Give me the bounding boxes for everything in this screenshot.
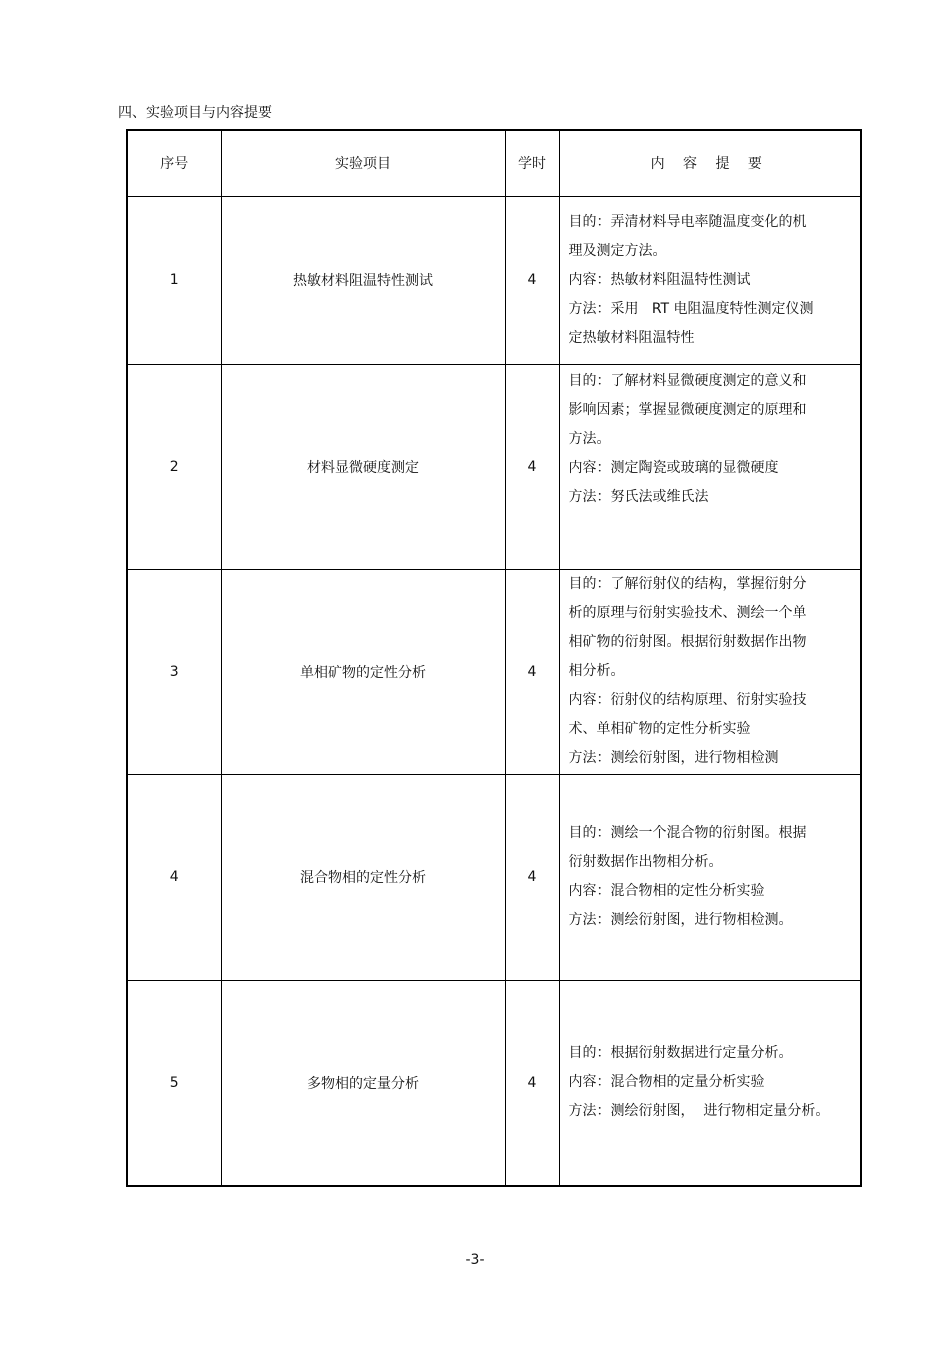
row-content (559, 364, 861, 569)
content-line: 定热敏材料阻温特性 (568, 329, 695, 346)
content-line: 内容：热敏材料阻温特性测试 (568, 271, 751, 288)
content-line: 方法。 (568, 430, 611, 447)
content-line: 衍射数据作出物相分析。 (568, 854, 723, 870)
content-line: 相矿物的衍射图。根据衍射数据作出物 (568, 634, 807, 650)
content-line: 目的：了解材料显微硬度测定的意义和 (568, 372, 807, 389)
table-header-row (127, 130, 861, 196)
table-row (127, 980, 861, 1186)
row-hours: 4 (505, 980, 559, 1186)
content-line: 目的：测绘一个混合物的衍射图。根据 (568, 825, 807, 841)
content-line: 方法：努氏法或维氏法 (568, 488, 709, 505)
row-project: 混合物相的定性分析 (221, 774, 505, 980)
table-row (127, 196, 861, 364)
table-row (127, 569, 861, 774)
page-number: -3- (465, 1252, 485, 1268)
row-hours: 4 (505, 364, 559, 569)
content-line: 目的：了解衍射仪的结构，掌握衍射分 (568, 576, 807, 592)
row-hours: 4 (505, 196, 559, 364)
row-seq: 1 (127, 196, 221, 364)
header-seq: 序号 (127, 130, 221, 196)
row-content (559, 774, 861, 980)
section-title: 四、实验项目与内容提要 (118, 105, 272, 121)
content-line: 目的：根据衍射数据进行定量分析。 (568, 1045, 793, 1062)
row-hours: 4 (505, 569, 559, 774)
content-line: 相分析。 (568, 663, 625, 679)
content-line: 方法：测绘衍射图，进行物相检测 (568, 750, 779, 766)
row-seq: 4 (127, 774, 221, 980)
content-line: 内容：衍射仪的结构原理、衍射实验技 (568, 692, 807, 708)
header-project: 实验项目 (221, 130, 505, 196)
row-content (559, 196, 861, 364)
header-hours: 学时 (505, 130, 559, 196)
content-line: 术、单相矿物的定性分析实验 (568, 721, 751, 737)
content-line: 理及测定方法。 (568, 242, 667, 259)
content-line: 目的：弄清材料导电率随温度变化的机 (568, 213, 807, 230)
content-line: 析的原理与衍射实验技术、测绘一个单 (568, 605, 807, 621)
table-row (127, 364, 861, 569)
content-line: 内容：混合物相的定性分析实验 (568, 883, 765, 899)
content-line: 方法：测绘衍射图，进行物相检测。 (568, 912, 793, 928)
table-row (127, 774, 861, 980)
row-seq: 5 (127, 980, 221, 1186)
row-project: 热敏材料阻温特性测试 (221, 196, 505, 364)
header-content: 内 容 提 要 (559, 130, 861, 196)
content-line: 内容：混合物相的定量分析实验 (568, 1074, 765, 1091)
row-content (559, 569, 861, 774)
row-project: 单相矿物的定性分析 (221, 569, 505, 774)
row-seq: 2 (127, 364, 221, 569)
content-line: 内容：测定陶瓷或玻璃的显微硬度 (568, 459, 779, 476)
experiment-table (126, 129, 862, 1187)
row-hours: 4 (505, 774, 559, 980)
content-line: 方法：测绘衍射图， 进行物相定量分析。 (568, 1103, 830, 1120)
content-line: 方法：采用 RT 电阻温度特性测定仪测 (568, 300, 814, 317)
row-content (559, 980, 861, 1186)
row-project: 材料显微硬度测定 (221, 364, 505, 569)
row-project: 多物相的定量分析 (221, 980, 505, 1186)
row-seq: 3 (127, 569, 221, 774)
content-line: 影响因素；掌握显微硬度测定的原理和 (568, 401, 807, 418)
